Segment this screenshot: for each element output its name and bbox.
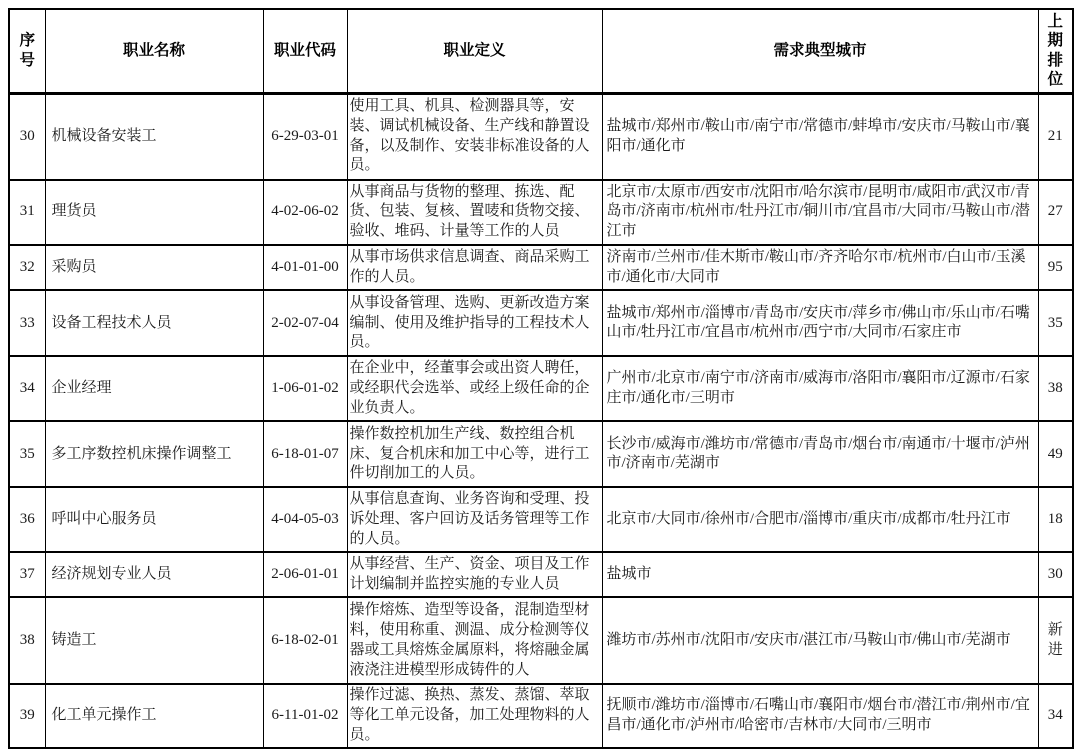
previous-rank: 27 xyxy=(1038,180,1073,245)
row-no: 33 xyxy=(9,290,45,356)
table-row xyxy=(9,93,1073,180)
previous-rank: 49 xyxy=(1038,421,1073,487)
previous-rank: 34 xyxy=(1038,684,1073,747)
occupation-name: 铸造工 xyxy=(45,597,263,684)
row-no: 30 xyxy=(9,93,45,180)
occupation-name: 企业经理 xyxy=(45,356,263,421)
header-occupation-code: 职业代码 xyxy=(263,9,347,93)
demand-cities: 北京市/大同市/徐州市/合肥市/淄博市/重庆市/成都市/牡丹江市 xyxy=(602,487,1038,552)
previous-rank: 38 xyxy=(1038,356,1073,421)
occupation-code: 2-06-01-01 xyxy=(263,552,347,597)
previous-rank: 35 xyxy=(1038,290,1073,356)
demand-cities: 潍坊市/苏州市/沈阳市/安庆市/湛江市/马鞍山市/佛山市/芜湖市 xyxy=(602,597,1038,684)
demand-cities: 盐城市 xyxy=(602,552,1038,597)
row-no: 32 xyxy=(9,245,45,291)
header-occupation-name: 职业名称 xyxy=(45,9,263,93)
occupation-name: 机械设备安装工 xyxy=(45,93,263,180)
previous-rank: 95 xyxy=(1038,245,1073,291)
table-row xyxy=(9,180,1073,245)
previous-rank: 30 xyxy=(1038,552,1073,597)
header-demand-cities: 需求典型城市 xyxy=(602,9,1038,93)
occupation-definition: 从事市场供求信息调查、商品采购工作的人员。 xyxy=(347,245,602,291)
table-row xyxy=(9,552,1073,597)
occupation-code: 6-11-01-02 xyxy=(263,684,347,747)
row-no: 39 xyxy=(9,684,45,747)
demand-cities: 济南市/兰州市/佳木斯市/鞍山市/齐齐哈尔市/杭州市/白山市/玉溪市/通化市/大同市 xyxy=(602,245,1038,291)
header-occupation-definition: 职业定义 xyxy=(347,9,602,93)
occupation-definition: 从事商品与货物的整理、拣选、配货、包装、复核、置唛和货物交接、验收、堆码、计量等工作的人员 xyxy=(347,180,602,245)
header-previous-rank: 上期排位 xyxy=(1038,9,1073,93)
occupation-code: 6-29-03-01 xyxy=(263,93,347,180)
occupation-name: 理货员 xyxy=(45,180,263,245)
occupation-demand-table xyxy=(8,8,1074,749)
occupation-definition: 操作数控机加生产线、数控组合机床、复合机床和加工中心等，进行工件切削加工的人员。 xyxy=(347,421,602,487)
table-row xyxy=(9,356,1073,421)
occupation-code: 4-01-01-00 xyxy=(263,245,347,291)
row-no: 36 xyxy=(9,487,45,552)
occupation-code: 4-04-05-03 xyxy=(263,487,347,552)
occupation-name: 呼叫中心服务员 xyxy=(45,487,263,552)
row-no: 38 xyxy=(9,597,45,684)
occupation-definition: 操作过滤、换热、蒸发、蒸馏、萃取等化工单元设备，加工处理物料的人员。 xyxy=(347,684,602,747)
occupation-code: 6-18-02-01 xyxy=(263,597,347,684)
occupation-name: 多工序数控机床操作调整工 xyxy=(45,421,263,487)
header-row xyxy=(9,9,1073,93)
table-row xyxy=(9,684,1073,747)
occupation-name: 化工单元操作工 xyxy=(45,684,263,747)
demand-cities: 长沙市/威海市/潍坊市/常德市/青岛市/烟台市/南通市/十堰市/泸州市/济南市/芜湖市 xyxy=(602,421,1038,487)
demand-cities: 抚顺市/潍坊市/淄博市/石嘴山市/襄阳市/烟台市/潜江市/荆州市/宜昌市/通化市/泸州市/哈密市/吉林市/大同市/三明市 xyxy=(602,684,1038,747)
demand-cities: 盐城市/郑州市/鞍山市/南宁市/常德市/蚌埠市/安庆市/马鞍山市/襄阳市/通化市 xyxy=(602,93,1038,180)
occupation-name: 经济规划专业人员 xyxy=(45,552,263,597)
demand-cities: 广州市/北京市/南宁市/济南市/威海市/洛阳市/襄阳市/辽源市/石家庄市/通化市/三明市 xyxy=(602,356,1038,421)
occupation-definition: 使用工具、机具、检测器具等，安装、调试机械设备、生产线和静置设备，以及制作、安装非标准设备的人员。 xyxy=(347,93,602,180)
occupation-definition: 从事设备管理、选购、更新改造方案编制、使用及维护指导的工程技术人员。 xyxy=(347,290,602,356)
row-no: 34 xyxy=(9,356,45,421)
row-no: 31 xyxy=(9,180,45,245)
table-row xyxy=(9,597,1073,684)
previous-rank: 18 xyxy=(1038,487,1073,552)
occupation-name: 采购员 xyxy=(45,245,263,291)
table-row xyxy=(9,245,1073,291)
table-row xyxy=(9,421,1073,487)
table-row xyxy=(9,487,1073,552)
previous-rank: 21 xyxy=(1038,93,1073,180)
occupation-definition: 在企业中，经董事会或出资人聘任，或经职代会选举、或经上级任命的企业负责人。 xyxy=(347,356,602,421)
occupation-definition: 操作熔炼、造型等设备，混制造型材料，使用称重、测温、成分检测等仪器或工具熔炼金属原料，将熔融金属液浇注进模型形成铸件的人 xyxy=(347,597,602,684)
table-row xyxy=(9,290,1073,356)
occupation-code: 2-02-07-04 xyxy=(263,290,347,356)
previous-rank: 新进 xyxy=(1038,597,1073,684)
occupation-code: 4-02-06-02 xyxy=(263,180,347,245)
occupation-name: 设备工程技术人员 xyxy=(45,290,263,356)
occupation-definition: 从事信息查询、业务咨询和受理、投诉处理、客户回访及话务管理等工作的人员。 xyxy=(347,487,602,552)
occupation-definition: 从事经营、生产、资金、项目及工作计划编制并监控实施的专业人员 xyxy=(347,552,602,597)
row-no: 37 xyxy=(9,552,45,597)
occupation-code: 6-18-01-07 xyxy=(263,421,347,487)
row-no: 35 xyxy=(9,421,45,487)
demand-cities: 盐城市/郑州市/淄博市/青岛市/安庆市/萍乡市/佛山市/乐山市/石嘴山市/牡丹江市/宜昌市/杭州市/西宁市/大同市/石家庄市 xyxy=(602,290,1038,356)
header-no: 序号 xyxy=(9,9,45,93)
occupation-code: 1-06-01-02 xyxy=(263,356,347,421)
demand-cities: 北京市/太原市/西安市/沈阳市/哈尔滨市/昆明市/咸阳市/武汉市/青岛市/济南市/杭州市/牡丹江市/铜川市/宜昌市/大同市/马鞍山市/潜江市 xyxy=(602,180,1038,245)
